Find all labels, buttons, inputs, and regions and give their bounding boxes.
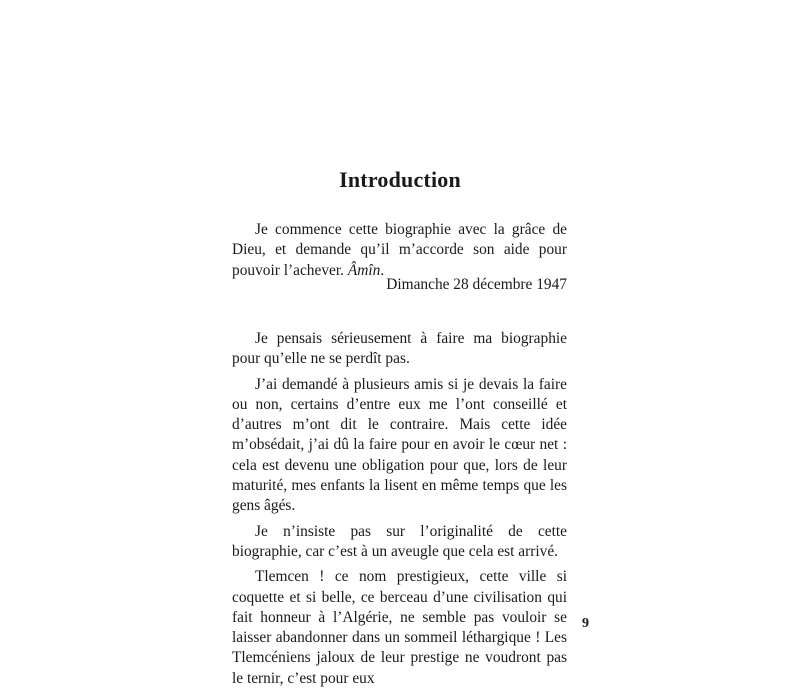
paragraph: J’ai demandé à plusieurs amis si je devais la faire ou non, certains d’entre eux me l’ont conseillé et d’autres m’ont dit le contraire. Mais cette idée m’obsédait, j’ai dû la faire pour en avoir le cœur net : cela est devenu une obligation pour que, lors de leur maturité, mes enfants la lisent en même temps que les gens âgés. [232, 375, 567, 515]
intro-text: Je commence cette biographie avec la grâce de Dieu, et demande qu’il m’accorde son aide pour pouvoir l’achever. [232, 221, 567, 279]
paragraph: Je n’insiste pas sur l’originalité de cette biographie, car c’est à un aveugle que cela est arrivé. [232, 522, 567, 560]
paragraph: Je pensais sérieusement à faire ma biographie pour qu’elle ne se perdît pas. [232, 330, 567, 368]
date-line: Dimanche 28 décembre 1947 [386, 276, 567, 293]
page-number: 9 [582, 616, 589, 631]
body-text [232, 329, 567, 689]
intro-paragraph-block [232, 220, 567, 281]
chapter-title: Introduction [339, 167, 461, 192]
intro-paragraph [232, 220, 567, 281]
amin-word: Âmîn [347, 261, 381, 279]
paragraph: Tlemcen ! ce nom prestigieux, cette ville si coquette et si belle, ce berceau d’une civilisation qui fait honneur à l’Algérie, ne semble pas vouloir se laisser abandonner dans un sommeil léthargique ! Les Tlemcéniens jaloux de leur prestige ne voudront pas le ternir, c’est pour eux [232, 568, 567, 687]
intro-end: . [380, 261, 385, 279]
